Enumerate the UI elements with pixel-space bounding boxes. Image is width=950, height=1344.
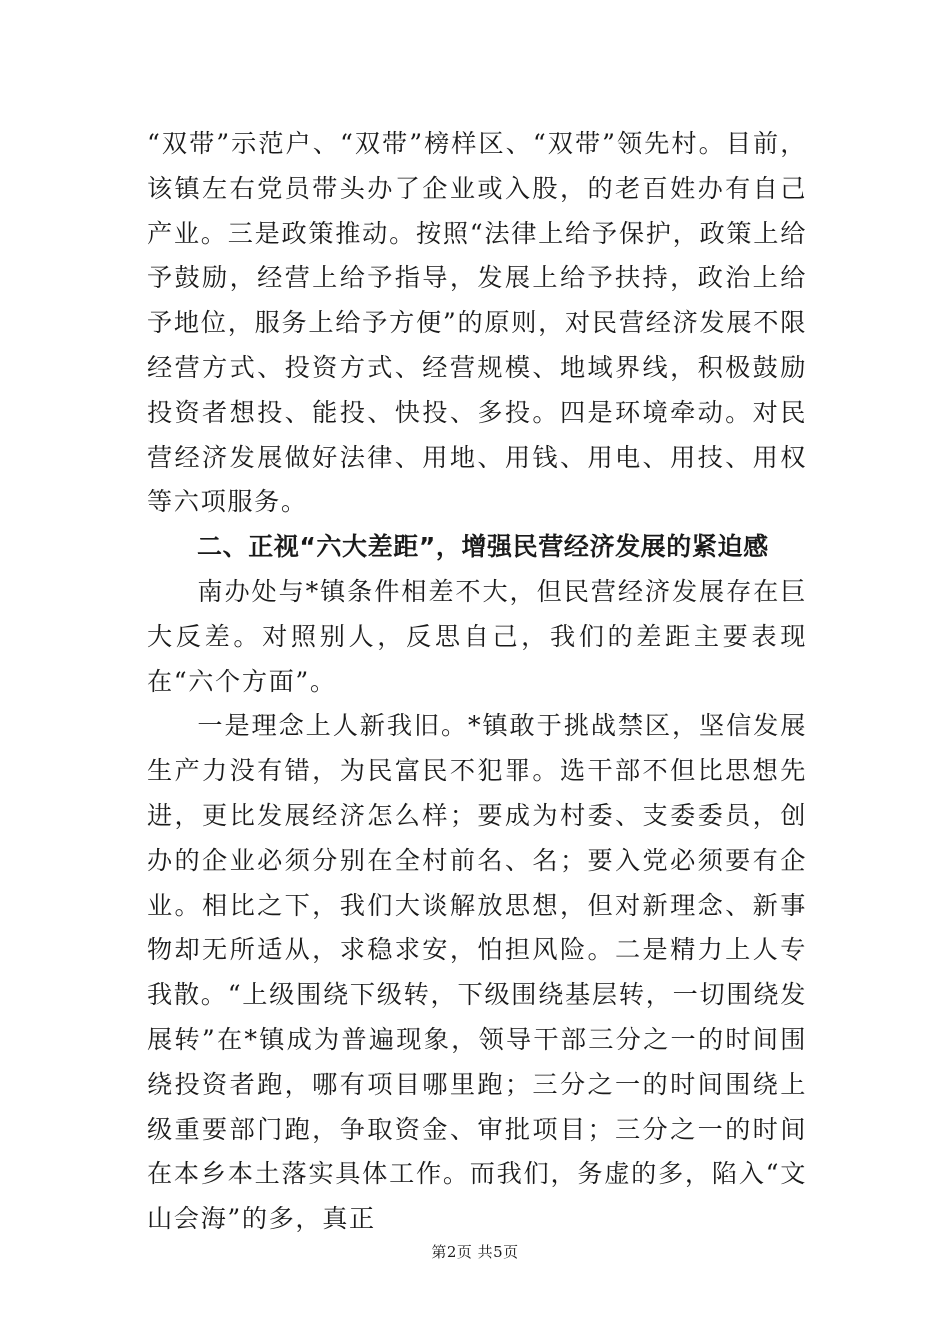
paragraph-continued: “双带”示范户、“双带”榜样区、“双带”领先村。目前，该镇左右党员带头办了企业或入股，的老百姓办有自己产业。三是政策推动。按照“法律上给予保护，政策上给予鼓励，经营上给予指导，发展上给予扶持，政治上给予地位，服务上给予方便”的原则，对民营经济发展不限经营方式、投资方式、经营规模、地域界线，积极鼓励投资者想投、能投、快投、多投。四是环境牵动。对民营经济发展做好法律、用地、用钱、用电、用技、用权等六项服务。 bbox=[147, 129, 807, 517]
paragraph-intro: 南办处与*镇条件相差不大，但民营经济发展存在巨大反差。对照别人，反思自己，我们的差距主要表现在“六个方面”。 bbox=[147, 576, 807, 696]
page-footer: 第2页 共5页 bbox=[431, 1243, 519, 1261]
section-heading: 二、正视“六大差距”，增强民营经济发展的紧迫感 bbox=[197, 532, 769, 562]
paragraph-differences: 一是理念上人新我旧。*镇敢于挑战禁区，坚信发展生产力没有错，为民富民不犯罪。选干部不但比思想先进，更比发展经济怎么样；要成为村委、支委委员，创办的企业必须分别在全村前名、名；要入党必须要有企业。相比之下，我们大谈解放思想，但对新理念、新事物却无所适从，求稳求安，怕担风险。二是精力上人专我散。“上级围绕下级转，下级围绕基层转，一切围绕发展转”在*镇成为普遍现象，领导干部三分之一的时间围绕投资者跑，哪有项目哪里跑；三分之一的时间围绕上级重要部门跑，争取资金、审批项目；三分之一的时间在本乡本土落实具体工作。而我们，务虚的多，陷入“文山会海”的多，真正 bbox=[147, 711, 807, 1234]
document-body bbox=[147, 122, 807, 1242]
